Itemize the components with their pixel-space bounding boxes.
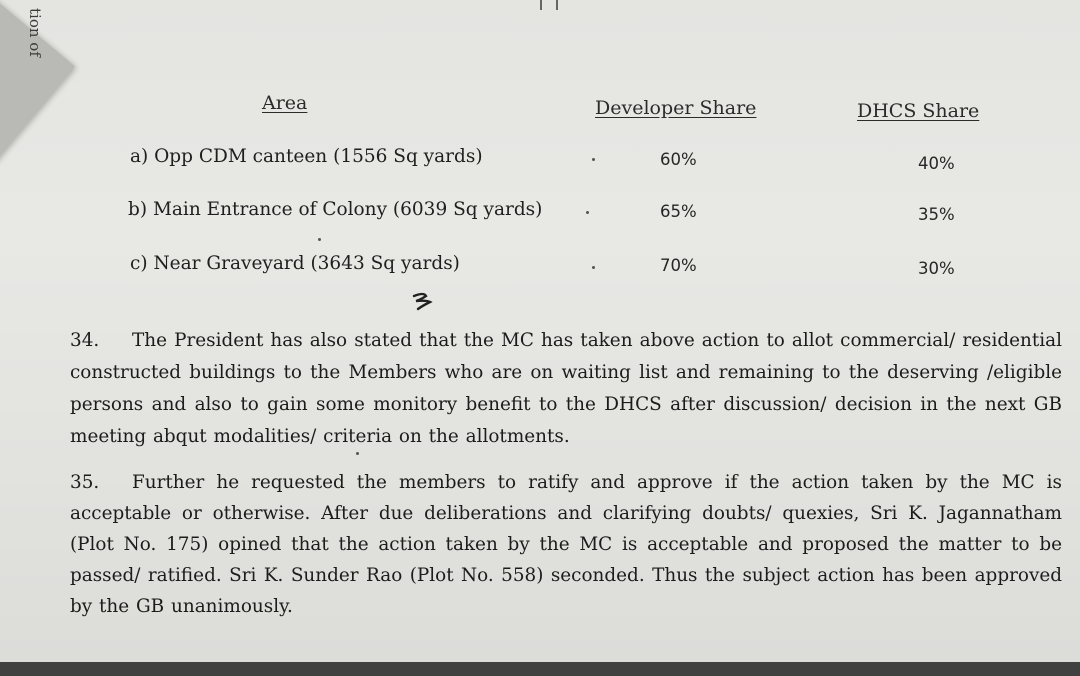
- handwritten-mark-icon: [410, 290, 440, 312]
- row-a-area: a) Opp CDM canteen (1556 Sq yards): [130, 146, 483, 167]
- paragraph-35-number: 35.: [70, 472, 100, 493]
- row-a-developer-share: 60%: [660, 150, 697, 169]
- row-c-dot: [592, 266, 595, 269]
- row-b-area: b) Main Entrance of Colony (6039 Sq yards): [128, 199, 543, 220]
- page-edge-text: tion of: [26, 8, 44, 57]
- header-area: Area: [262, 92, 308, 114]
- paragraph-34-number: 34.: [70, 330, 100, 351]
- row-a-dhcs-share: 40%: [918, 154, 955, 173]
- top-margin-mark: [540, 0, 558, 10]
- paragraph-35-text: Further he requested the members to ratify and approve if the action taken by the MC is acceptable or otherwise. After due deliberations and clarifying doubts/ quexies, Sri K. Jagannatham (Plot No. 175) opined that the action taken by the MC is acceptable and proposed the matter to be passed/ ratified. Sri K. Sunder Rao (Plot No. 558) seconded. Thus the subject action has been approved by the GB unanimously.: [70, 472, 1062, 617]
- header-developer-share: Developer Share: [595, 97, 757, 119]
- row-c-mark: [318, 238, 321, 241]
- paragraph-34-dot: [356, 452, 359, 455]
- row-a-dot: [592, 158, 595, 161]
- row-c-developer-share: 70%: [660, 256, 697, 275]
- bottom-shadow-bar: [0, 662, 1080, 676]
- row-b-dot: [586, 211, 589, 214]
- row-c-area: c) Near Graveyard (3643 Sq yards): [130, 253, 460, 274]
- paragraph-35: [70, 467, 1062, 622]
- row-b-developer-share: 65%: [660, 202, 697, 221]
- paragraph-34: [70, 325, 1062, 453]
- paragraph-34-text: The President has also stated that the MC has taken above action to allot commercial/ residential constructed buildings to the Members who are on waiting list and remaining to the deserving /eligible persons and also to gain some monitory benefit to the DHCS after discussion/ decision in the next GB meeting abqut modalities/ criteria on the allotments.: [70, 330, 1062, 447]
- header-dhcs-share: DHCS Share: [857, 100, 980, 122]
- row-c-dhcs-share: 30%: [918, 259, 955, 278]
- row-b-dhcs-share: 35%: [918, 205, 955, 224]
